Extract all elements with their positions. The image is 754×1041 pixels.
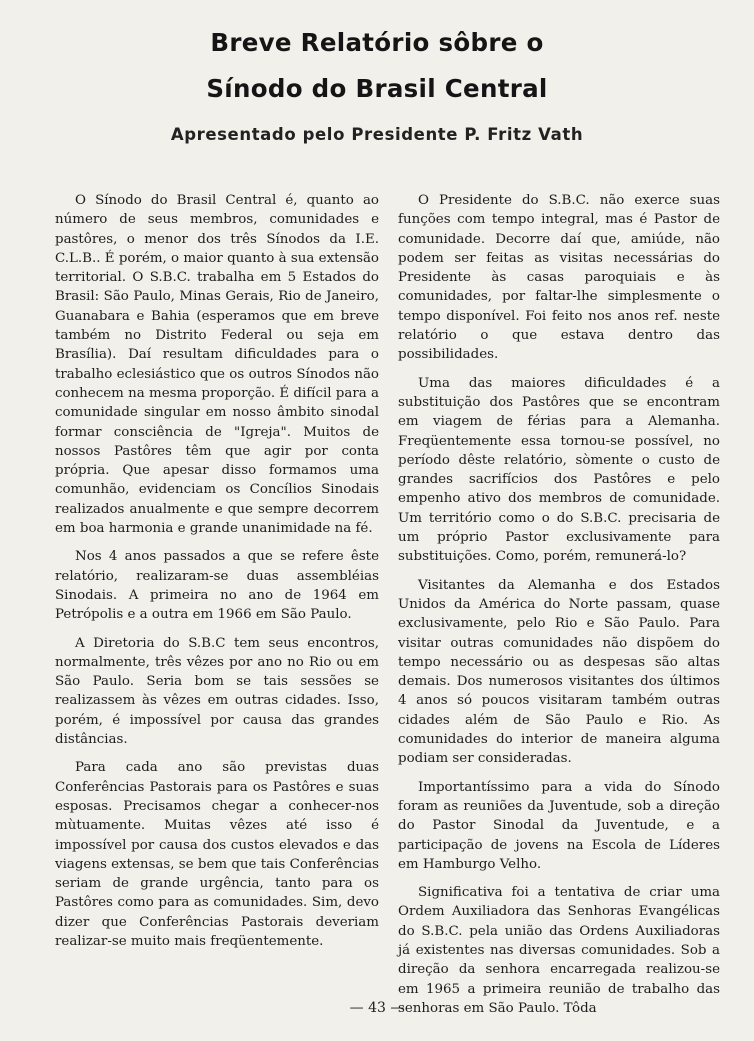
paragraph: O Sínodo do Brasil Central é, quanto ao número de seus membros, comunidades e pastôres, o menor dos três Sínodos da I.E. C.L.B.. É porém, o maior quanto à sua extensão territorial. O S.B.C. trabalha em 5 Estados do Brasil: São Paulo, Minas Gerais, Rio de Janeiro, Guanabara e Bahia (esperamos que em breve também no Distrito Federal ou seja em Brasília). Daí resultam dificuldades para o trabalho eclesiástico que os outros Sínodos não conhecem na mesma proporção. É difícil para a comunidade singular em nosso âmbito sinodal formar consciência de "Igreja". Muitos de nossos Pastôres têm que agir por conta própria. Que apesar disso formamos uma comunhão, evidenciam os Concílios Sinodais realizados anualmente e que sempre decorrem em boa harmonia e grande unanimidade na fé. (55, 193, 379, 537)
page-number: — 43 — (349, 1000, 405, 1016)
left-column (55, 191, 379, 960)
paragraph: A Diretoria do S.B.C tem seus encontros, normalmente, três vêzes por ano no Rio ou em São Paulo. Seria bom se tais sessões se realizassem às vêzes em outras cidades. Isso, porém, é impossível por causa das grandes distâncias. (55, 635, 379, 748)
paragraph: Nos 4 anos passados a que se refere êste relatório, realizaram-se duas assembléias Sinodais. A primeira no ano de 1964 em Petrópolis e a outra em 1966 em São Paulo. (55, 549, 379, 623)
subtitle: Apresentado pelo Presidente P. Fritz Vath (170, 125, 584, 144)
paragraph: Importantíssimo para a vida do Sínodo foram as reuniões da Juventude, sob a direção do Pastor Sinodal da Juventude, e a participação de jovens na Escola de Líderes em Hamburgo Velho. (398, 779, 720, 872)
paragraph: Para cada ano são previstas duas Conferências Pastorais para os Pastôres e suas esposas. Precisamos chegar a conhecer-nos mùtuamente. Muitas vêzes até isso é impossível por causa dos custos elevados e das viagens extensas, se bem que tais Conferências seriam de grande urgência, tanto para os Pastôres como para as comunidades. Sim, devo dizer que Conferências Pastorais deveriam realizar-se muito mais freqüentemente. (55, 760, 379, 949)
paragraph: Visitantes da Alemanha e dos Estados Unidos da América do Norte passam, quase exclusivamente, pelo Rio e São Paulo. Para visitar outras comunidades não dispõem do tempo necessário ou as despesas são altas demais. Dos numerosos visitantes dos últimos 4 anos só poucos visitaram também outras cidades além de São Paulo e Rio. As comunidades do interior de maneira alguma podiam ser consideradas. (398, 577, 720, 767)
right-column (398, 191, 720, 1027)
paragraph: Significativa foi a tentativa de criar uma Ordem Auxiliadora das Senhoras Evangélicas do S.B.C. pela união das Ordens Auxiliadoras já existentes nas diversas comunidades. Sob a direção da senhora encarregada realizou-se em 1965 a primeira reunião de trabalho das senhoras em São Paulo. Tôda (398, 885, 720, 1016)
title-line-1: Breve Relatório sôbre o (210, 28, 544, 57)
title-line-2: Sínodo do Brasil Central (206, 74, 548, 103)
paragraph: O Presidente do S.B.C. não exerce suas funções com tempo integral, mas é Pastor de comunidade. Decorre daí que, amiúde, não podem ser feitas as visitas necessárias do Presidente às casas paroquiais e às comunidades, por faltar-lhe simplesmente o tempo disponível. Foi feito nos anos ref. neste relatório o que estava dentro das possibilidades. (398, 193, 720, 363)
paragraph: Uma das maiores dificuldades é a substituição dos Pastôres que se encontram em viagem de férias para a Alemanha. Freqüentemente essa tornou-se possível, no período dêste relatório, sòmente o custo de grandes sacrifícios dos Pastôres e pelo empenho ativo dos membros de comunidade. Um território como o do S.B.C. precisaria de um próprio Pastor exclusivamente para substituições. Como, porém, remunerá-lo? (398, 375, 720, 565)
